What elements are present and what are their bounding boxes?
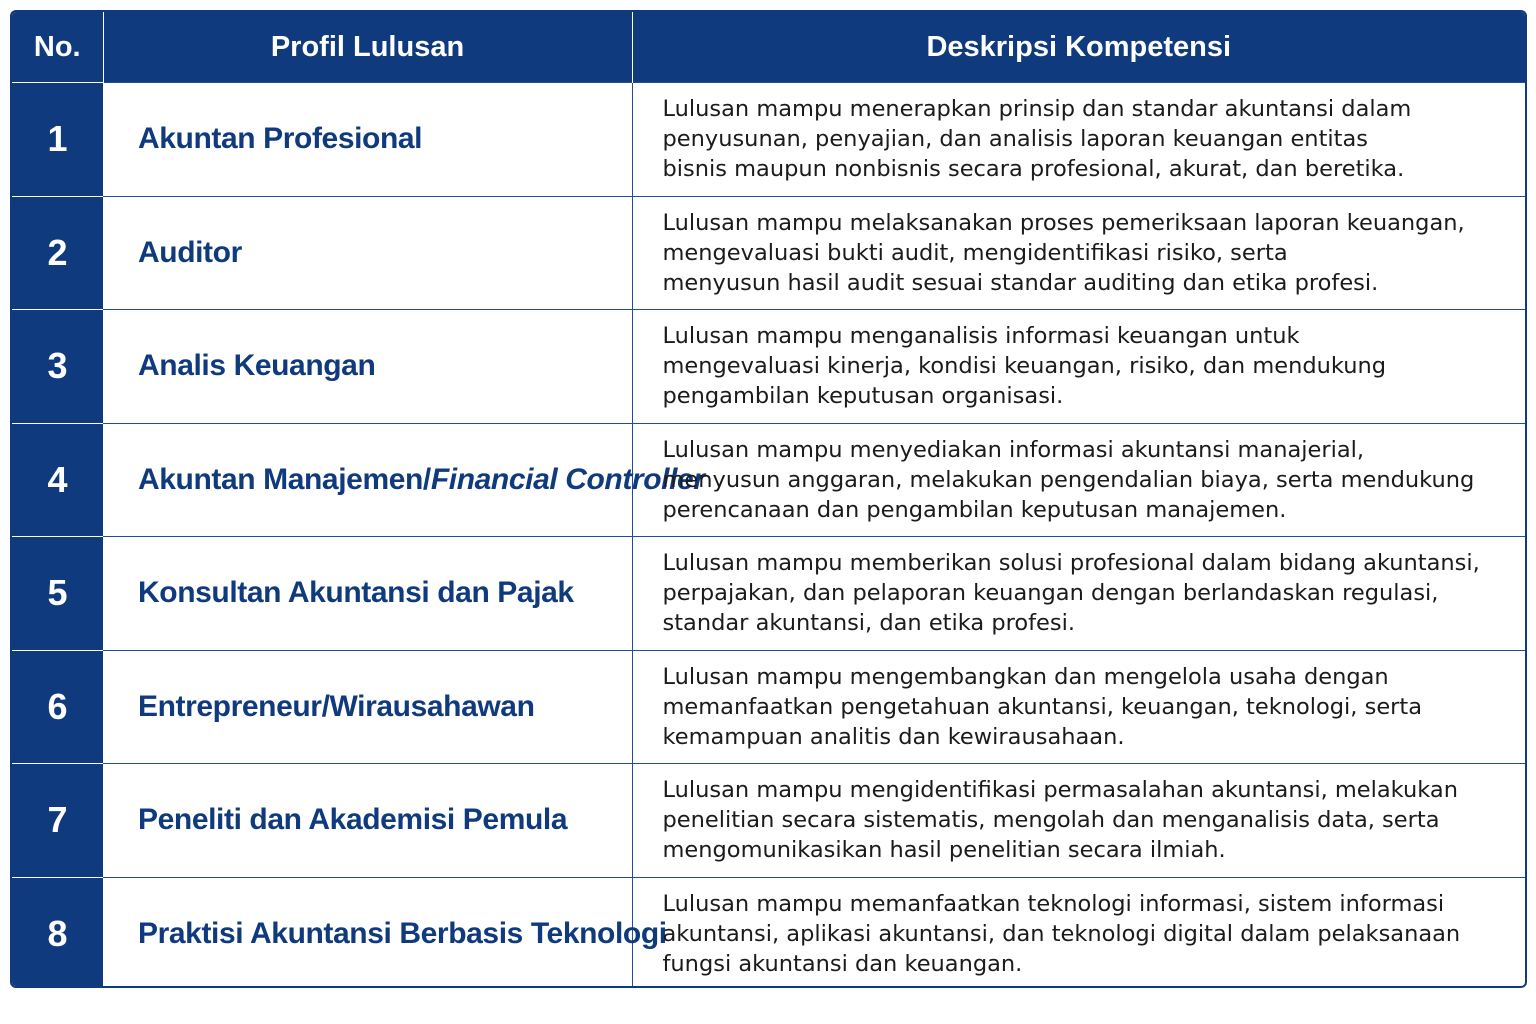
- row-number: 3: [12, 310, 103, 424]
- competency-description: [632, 764, 1525, 878]
- table-header: [12, 12, 1525, 83]
- description-line: mengevaluasi bukti audit, mengidentifikasi risiko, serta: [662, 239, 1288, 266]
- description-line: perpajakan, dan pelaporan keuangan dengan berlandaskan regulasi,: [662, 580, 1439, 607]
- table-row: [12, 310, 1525, 424]
- competency-description: [632, 877, 1525, 988]
- description-line: pengambilan keputusan organisasi.: [662, 383, 1064, 410]
- description-line: penyusunan, penyajian, dan analisis laporan keuangan entitas: [662, 126, 1368, 153]
- row-number: 6: [12, 650, 103, 764]
- profile-name: Entrepreneur/Wirausahawan: [103, 650, 632, 764]
- competency-description: [632, 650, 1525, 764]
- profile-name: Auditor: [103, 196, 632, 310]
- table-row: [12, 537, 1525, 651]
- description-line: kemampuan analitis dan kewirausahaan.: [662, 723, 1125, 750]
- row-number: 4: [12, 423, 103, 537]
- competency-table-frame: [10, 10, 1527, 988]
- description-line: memanfaatkan pengetahuan akuntansi, keuangan, teknologi, serta: [662, 693, 1423, 720]
- profile-name-main: Akuntan Manajemen/: [138, 462, 431, 496]
- profile-name: Akuntan Profesional: [103, 83, 632, 197]
- description-line: standar akuntansi, dan etika profesi.: [662, 610, 1076, 637]
- competency-description: [632, 83, 1525, 197]
- header-row: [12, 12, 1525, 83]
- description-line: Lulusan mampu memanfaatkan teknologi informasi, sistem informasi: [662, 891, 1445, 917]
- description-line: perencanaan dan pengambilan keputusan manajemen.: [662, 496, 1287, 523]
- competency-description: [632, 537, 1525, 651]
- header-profile: Profil Lulusan: [103, 12, 632, 83]
- row-number: 7: [12, 764, 103, 878]
- description-line: menyusun anggaran, melakukan pengendalian biaya, serta mendukung: [662, 466, 1475, 493]
- profile-name: [103, 423, 705, 537]
- description-line: menyusun hasil audit sesuai standar auditing dan etika profesi.: [662, 269, 1379, 296]
- description-line: Lulusan mampu menyediakan informasi akuntansi manajerial,: [662, 436, 1365, 463]
- graduate-profile-table: [12, 12, 1525, 988]
- description-line: Lulusan mampu menerapkan prinsip dan standar akuntansi dalam: [662, 96, 1412, 123]
- table-row: [12, 83, 1525, 197]
- row-number: 5: [12, 537, 103, 651]
- description-line: Lulusan mampu menganalisis informasi keuangan untuk: [662, 323, 1300, 350]
- description-line: akuntansi, aplikasi akuntansi, dan teknologi digital dalam pelaksanaan: [662, 921, 1461, 947]
- table-row: [12, 764, 1525, 878]
- header-no: No.: [12, 12, 103, 83]
- table-row: [12, 877, 1525, 988]
- description-line: mengomunikasikan hasil penelitian secara ilmiah.: [662, 837, 1226, 864]
- competency-description: [632, 310, 1525, 424]
- profile-name: Konsultan Akuntansi dan Pajak: [103, 537, 632, 651]
- description-line: Lulusan mampu mengidentifikasi permasalahan akuntansi, melakukan: [662, 777, 1458, 804]
- description-line: fungsi akuntansi dan keuangan.: [662, 951, 1023, 977]
- profile-name: Analis Keuangan: [103, 310, 632, 424]
- competency-description: [632, 196, 1525, 310]
- profile-name: Peneliti dan Akademisi Pemula: [103, 764, 632, 878]
- table-row: [12, 196, 1525, 310]
- table-body: [12, 83, 1525, 989]
- description-line: mengevaluasi kinerja, kondisi keuangan, risiko, dan mendukung: [662, 353, 1387, 380]
- description-line: penelitian secara sistematis, mengolah dan menganalisis data, serta: [662, 807, 1440, 834]
- row-number: 1: [12, 83, 103, 197]
- row-number: 2: [12, 196, 103, 310]
- table-row: [12, 650, 1525, 764]
- competency-description: [632, 423, 1525, 537]
- description-line: Lulusan mampu mengembangkan dan mengelola usaha dengan: [662, 663, 1389, 690]
- profile-name: Praktisi Akuntansi Berbasis Teknologi: [103, 877, 632, 988]
- header-description: Deskripsi Kompetensi: [632, 12, 1525, 83]
- row-number: 8: [12, 877, 103, 988]
- description-line: bisnis maupun nonbisnis secara profesional, akurat, dan beretika.: [662, 156, 1405, 183]
- description-line: Lulusan mampu melaksanakan proses pemeriksaan laporan keuangan,: [662, 209, 1465, 236]
- table-row: [12, 423, 1525, 537]
- description-line: Lulusan mampu memberikan solusi profesional dalam bidang akuntansi,: [662, 550, 1480, 577]
- profile-name-italic: Financial Controller: [430, 462, 705, 496]
